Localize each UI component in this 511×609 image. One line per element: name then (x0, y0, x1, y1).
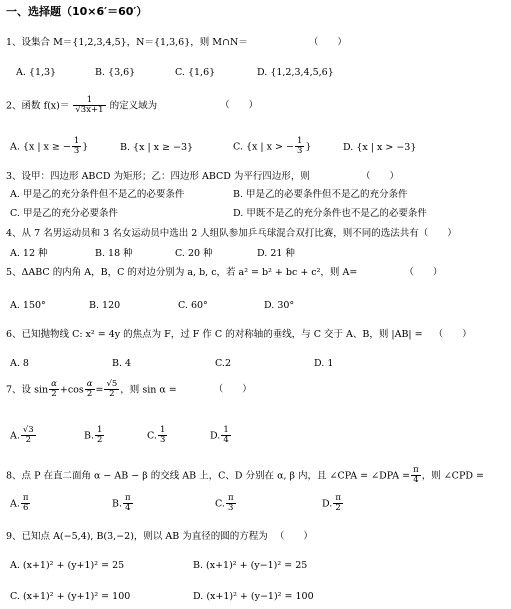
q3-option-b[interactable]: B. 甲是乙的必要条件但不是乙的充分条件 (233, 189, 408, 200)
q2-a-den: 3 (73, 146, 80, 157)
q9-text: 9、已知点 A(−5,4), B(3,−2)，则以 AB 为直径的圆的方程为 (6, 531, 268, 542)
q8-b-label: B. (112, 498, 123, 510)
q2-paren: （ ） (220, 100, 259, 112)
q4-option-a[interactable]: A. 12 种 (10, 248, 48, 259)
q7-f2-den: 2 (86, 389, 93, 400)
q7-f3-den: 2 (109, 389, 115, 400)
q8-a-den: 6 (22, 503, 29, 514)
q7-d-num: 1 (223, 425, 229, 435)
q7-b-frac (95, 426, 104, 446)
q9-option-b[interactable]: B. (x+1)² + (y−1)² = 25 (193, 560, 308, 571)
q7-a-label: A. (10, 430, 20, 442)
q6-text: 6、已知抛物线 C: x² = 4y 的焦点为 F，过 F 作 C 的对称轴的垂线，与 C 交于 A、B，则 |AB| = (6, 329, 423, 340)
q8-b-den: 4 (125, 503, 131, 514)
q8-a-num: π (22, 493, 29, 503)
question-7-stem (6, 380, 252, 400)
q8-c-frac (226, 494, 236, 514)
q7-pre: 7、设 sin (6, 384, 49, 396)
q2-a-pre: A. {x | x ≥ − (10, 141, 71, 153)
q7-post: ，则 sin α = (120, 384, 177, 396)
q3-paren: （ ） (360, 171, 399, 182)
q7-option-d[interactable] (210, 426, 232, 446)
q2-frac-num: 1 (73, 96, 105, 106)
question-1-text: 1、设集合 M＝{1,2,3,4,5}，N＝{1,3,6}，则 M∩N＝ (6, 37, 248, 48)
q7-paren: （ ） (213, 384, 252, 396)
q8-f-den: 4 (413, 475, 419, 486)
q7-c-frac (158, 426, 167, 446)
q1-option-d[interactable]: D. {1,2,3,4,5,6} (257, 67, 334, 78)
q6-paren: （ ） (433, 329, 472, 340)
question-3-stem (6, 172, 399, 182)
q5-option-d[interactable]: D. 30° (264, 300, 295, 311)
q7-a-den: 2 (25, 435, 32, 446)
q6-option-b[interactable]: B. 4 (112, 358, 132, 369)
q8-c-num: π (227, 493, 234, 503)
q9-option-c[interactable]: C. (x+1)² + (y+1)² = 100 (10, 591, 131, 602)
q8-option-d[interactable] (322, 494, 344, 514)
q8-c-label: C. (215, 498, 225, 510)
q7-option-c[interactable] (147, 426, 168, 446)
q8-f-num: π (413, 465, 419, 475)
q7-c-den: 3 (159, 435, 166, 446)
q6-option-d[interactable]: D. 1 (314, 358, 334, 369)
q7-eq: = (95, 384, 104, 396)
q1-option-c[interactable]: C. {1,6} (175, 67, 216, 78)
q1-option-a[interactable]: A. {1,3} (16, 67, 57, 78)
q2-a-post: } (82, 141, 89, 153)
q4-option-d[interactable]: D. 21 种 (257, 248, 295, 259)
q7-b-label: B. (84, 430, 95, 442)
q9-option-a[interactable]: A. (x+1)² + (y+1)² = 25 (10, 560, 125, 571)
q7-frac-1 (49, 380, 59, 400)
q7-frac-2 (85, 380, 95, 400)
q5-text: 5、ΔABC 的内角 A，B，C 的对边分别为 a, b, c，若 a² = b² + bc + c²，则 A= (6, 267, 358, 278)
q2-a-num: 1 (73, 136, 80, 146)
q5-option-b[interactable]: B. 120 (89, 300, 121, 311)
q2-option-d[interactable]: D. {x | x > −3} (343, 142, 417, 153)
q7-c-num: 1 (159, 425, 166, 435)
q8-d-frac (333, 494, 343, 514)
q8-frac (411, 466, 421, 486)
q7-option-b[interactable] (84, 426, 105, 446)
q2-suffix: 的定义域为 (109, 100, 158, 112)
q7-f1-den: 2 (51, 389, 57, 400)
q2-option-a[interactable] (10, 137, 88, 157)
q8-c-den: 3 (228, 503, 234, 514)
question-8-stem (6, 466, 484, 486)
q2-c-frac (295, 137, 304, 157)
q7-a-frac (21, 426, 36, 446)
q7-f1-num: α (51, 379, 57, 389)
q3-option-a[interactable]: A. 甲是乙的充分条件但不是乙的必要条件 (10, 189, 185, 200)
q5-option-a[interactable]: A. 150° (10, 300, 46, 311)
q5-paren: （ ） (404, 267, 443, 278)
q9-paren: （ ） (274, 531, 313, 542)
q3-option-c[interactable]: C. 甲是乙的充分必要条件 (10, 208, 118, 219)
q2-fraction (73, 96, 105, 116)
section-title: 一、选择题（10×6′＝60′） (6, 5, 148, 18)
q8-a-frac (21, 494, 31, 514)
q6-option-c[interactable]: C.2 (215, 358, 231, 369)
question-9-stem (6, 532, 313, 542)
q7-b-num: 1 (97, 425, 103, 435)
q3-text: 3、设甲：四边形 ABCD 为矩形；乙：四边形 ABCD 为平行四边形，则 (6, 171, 310, 182)
q8-b-frac (123, 494, 133, 514)
q5-option-c[interactable]: C. 60° (178, 300, 208, 311)
q4-option-c[interactable]: C. 20 种 (175, 248, 213, 259)
q9-option-d[interactable]: D. (x+1)² + (y−1)² = 100 (193, 591, 314, 602)
q2-c-post: } (305, 141, 312, 153)
q8-post: ，则 ∠CPD = (421, 470, 484, 482)
q7-b-den: 2 (97, 435, 103, 446)
q7-frac-3 (104, 380, 119, 400)
q8-a-label: A. (10, 498, 20, 510)
question-5-stem (6, 268, 442, 278)
q1-option-b[interactable]: B. {3,6} (95, 67, 136, 78)
q2-option-c[interactable] (233, 137, 311, 157)
q8-pre: 8、点 P 在直二面角 α − AB − β 的交线 AB 上，C、D 分别在 α, β 内，且 ∠CPA = ∠DPA = (6, 470, 411, 482)
q3-option-d[interactable]: D. 甲既不是乙的充分条件也不是乙的必要条件 (233, 208, 427, 219)
q7-mid: +cos (59, 384, 84, 396)
question-6-stem (6, 330, 472, 340)
question-4-stem: 4、从 7 名男运动员和 3 名女运动员中选出 2 人组队参加乒乓球混合双打比赛，则不同的选法共有（ ） (6, 228, 457, 239)
q7-d-den: 4 (223, 435, 229, 446)
q2-a-frac (72, 137, 81, 157)
q8-d-label: D. (322, 498, 333, 510)
q6-option-a[interactable]: A. 8 (10, 358, 29, 369)
q8-option-a[interactable] (10, 494, 31, 514)
q8-option-b[interactable] (112, 494, 134, 514)
q7-option-a[interactable] (10, 426, 37, 446)
q7-d-label: D. (210, 430, 221, 442)
question-1-paren: （ ） (308, 37, 347, 48)
q7-f2-num: α (86, 379, 93, 389)
question-1-stem (6, 38, 347, 48)
q8-b-num: π (125, 493, 131, 503)
q4-option-b[interactable]: B. 18 种 (95, 248, 133, 259)
q7-c-label: C. (147, 430, 157, 442)
q2-c-pre: C. {x | x > − (233, 141, 294, 153)
q2-prefix: 2、函数 f(x)＝ (6, 100, 70, 112)
q8-d-den: 2 (335, 503, 341, 514)
question-2-stem (6, 96, 258, 116)
q2-c-den: 3 (296, 146, 303, 157)
q7-a-num: √3 (22, 425, 34, 435)
q2-frac-den: √3x+1 (75, 105, 104, 116)
q8-d-num: π (335, 493, 341, 503)
q8-option-c[interactable] (215, 494, 237, 514)
q7-d-frac (221, 426, 230, 446)
q2-option-b[interactable]: B. {x | x ≥ −3} (120, 142, 194, 153)
q2-c-num: 1 (296, 136, 303, 146)
q7-f3-num: √5 (106, 379, 118, 389)
